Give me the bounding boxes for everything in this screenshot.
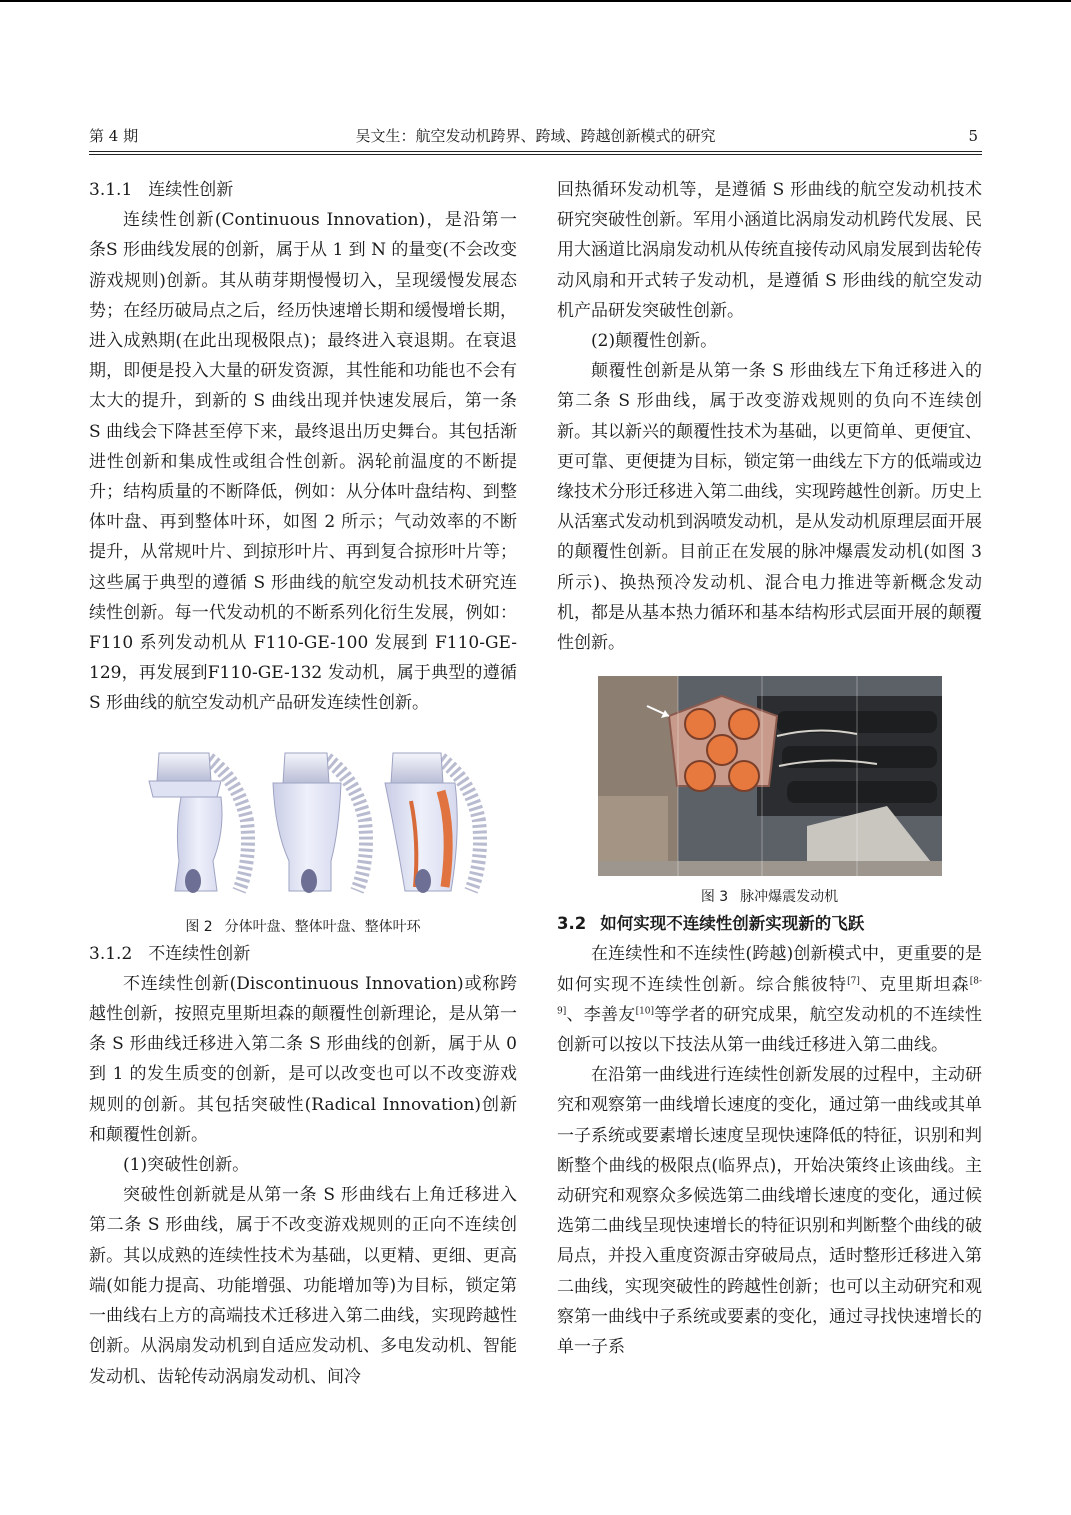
section-number: 3.1.2 bbox=[89, 943, 133, 964]
figure-2 bbox=[89, 741, 517, 911]
top-border-rule bbox=[0, 0, 1071, 2]
figure-2-caption bbox=[89, 915, 517, 939]
section-heading-3-2 bbox=[557, 909, 982, 939]
figure-3-title: 脉冲爆震发动机 bbox=[740, 889, 839, 906]
section-heading-3-1-1 bbox=[89, 175, 517, 205]
text-segment: 、李善友 bbox=[566, 1004, 636, 1025]
section-title: 连续性创新 bbox=[148, 180, 234, 200]
section-heading-3-1-2 bbox=[89, 939, 517, 969]
blisk-illustration bbox=[89, 741, 517, 911]
citation-ref: [8-9] bbox=[557, 976, 983, 1017]
integral-blisk-icon bbox=[273, 753, 366, 893]
citation-ref: [10] bbox=[635, 1006, 655, 1017]
section-title: 不连续性创新 bbox=[148, 943, 251, 964]
subheading-radical-innovation: (1)突破性创新。 bbox=[123, 1155, 250, 1176]
paragraph-radical-innovation: 突破性创新就是从第一条 S 形曲线右上角迁移进入第二条 S 形曲线，属于不改变游戏规则的正向不连续创新。其以成熟的连续性技术为基础，以更精、更细、更高端(如能力提高、功能增强、功能增加等)为目标，锁定第一曲线右上方的高端技术迁移进入第二曲线，实现跨越性创新。从涡扇发动机到自适应发动机、多电发动机、智能发动机、齿轮传动涡扇发动机、间冷 bbox=[89, 1185, 517, 1387]
paragraph-discontinuous-innovation: 不连续性创新(Discontinuous Innovation)或称跨越性创新，按照克里斯坦森的颠覆性创新理论，是从第一条 S 形曲线迁移进入第二条 S 形曲线的创新，属于从 0 到 1 的发生质变的创新，是可以改变也可以不改变游戏规则的创新。其包括突破性(Radical Innovation)创新和颠覆性创新。 bbox=[89, 973, 517, 1145]
header-rule bbox=[89, 151, 982, 152]
subheading-disruptive-innovation: (2)颠覆性创新。 bbox=[591, 331, 718, 352]
running-title: 吴文生：航空发动机跨界、跨域、跨越创新模式的研究 bbox=[355, 127, 716, 145]
citation-ref: [7] bbox=[847, 976, 860, 986]
page-number: 5 bbox=[968, 127, 978, 145]
figure-3-caption bbox=[557, 885, 982, 909]
right-column bbox=[557, 175, 982, 1362]
figure-3 bbox=[557, 676, 982, 881]
section-title: 如何实现不连续性创新实现新的飞跃 bbox=[600, 914, 865, 934]
integral-bling-icon bbox=[385, 753, 480, 893]
separate-blisk-icon bbox=[149, 753, 248, 893]
section-number: 3.1.1 bbox=[89, 180, 133, 200]
issue-number: 第 4 期 bbox=[89, 127, 139, 145]
text-segment: 、克里斯坦森 bbox=[859, 974, 970, 995]
pulse-detonation-engine-photo bbox=[557, 676, 982, 881]
figure-2-title: 分体叶盘、整体叶盘、整体叶环 bbox=[224, 918, 421, 935]
left-column bbox=[89, 175, 517, 1392]
paragraph-first-curve-observation: 在沿第一曲线进行连续性创新发展的过程中，主动研究和观察第一曲线增长速度的变化，通过第一曲线或其单一子系统或要素增长速度呈现快速降低的特征，识别和判断整个曲线的极限点(临界点)，开始决策终止该曲线。主动研究和观察众多候选第二曲线增长速度的变化，通过候选第二曲线呈现快速增长的特征识别和判断整个曲线的破局点，并投入重度资源击穿破局点，适时整形迁移进入第二曲线，实现突破性的跨越性创新；也可以主动研究和观察第一曲线中子系统或要素的变化，通过寻找快速增长的单一子系 bbox=[557, 1065, 982, 1358]
header-rule-thin bbox=[89, 154, 982, 155]
figure-2-number: 图 2 bbox=[185, 918, 213, 935]
text-segment: 等学者的研究成果，航空发动机的不连续性创新可以按以下技法从第一曲线迁移进入第二曲线。 bbox=[557, 1004, 983, 1056]
paragraph-disruptive-innovation: 颠覆性创新是从第一条 S 形曲线左下角迁移进入的第二条 S 形曲线，属于改变游戏规则的负向不连续创新。其以新兴的颠覆性技术为基础，以更简单、更便宜、更可靠、更便捷为目标，锁定第一曲线左下方的低端或边缘技术分形迁移进入第二曲线，实现跨越性创新。历史上从活塞式发动机到涡喷发动机，是从发动机原理层面开展的颠覆性创新。目前正在发展的脉冲爆震发动机(如图 3 所示)、换热预冷发动机、混合电力推进等新概念发动机，都是从基本热力循环和基本结构形式层面开展的颠覆性创新。 bbox=[557, 361, 982, 654]
figure-3-number: 图 3 bbox=[700, 889, 729, 906]
running-header bbox=[89, 122, 982, 150]
text-segment: 在连续性和不连续性(跨越)创新模式中，更重要的是如何实现不连续性创新。综合熊彼特 bbox=[557, 944, 982, 995]
paragraph-continuous-innovation: 连续性创新(Continuous Innovation)，是沿第一条S 形曲线发展的创新，属于从 1 到 N 的量变(不会改变游戏规则)创新。其从萌芽期慢慢切入，呈现缓慢发展态势；在经历破局点之后，经历快速增长期和缓慢增长期，进入成熟期(在此出现极限点)；最终进入衰退期。在衰退期，即便是投入大量的研发资源，其性能和功能也不会有太大的提升，到新的 S 曲线出现并快速发展后，第一条 S 曲线会下降甚至停下来，最终退出历史舞台。其包括渐进性创新和集成性或组合性创新。涡轮前温度的不断提升；结构质量的不断降低，例如：从分体叶盘结构、到整体叶盘、再到整体叶环，如图 2 所示；气动效率的不断提升，从常规叶片、到掠形叶片、再到复合掠形叶片等；这些属于典型的遵循 S 形曲线的航空发动机技术研究连续性创新。每一代发动机的不断系列化衍生发展，例如：F110 系列发动机从 F110-GE-100 发展到 F110-GE-129，再发展到F110-GE-132 发动机，属于典型的遵循 S 形曲线的航空发动机产品研发连续性创新。 bbox=[89, 210, 517, 714]
section-number: 3.2 bbox=[557, 914, 587, 934]
paragraph-radical-continued: 回热循环发动机等，是遵循 S 形曲线的航空发动机技术研究突破性创新。军用小涵道比涡扇发动机跨代发展、民用大涵道比涡扇发动机从传统直接传动风扇发展到齿轮传动风扇和开式转子发动机，是遵循 S 形曲线的航空发动机产品研发突破性创新。 bbox=[557, 180, 982, 321]
paragraph-how-to-achieve bbox=[557, 939, 982, 1060]
